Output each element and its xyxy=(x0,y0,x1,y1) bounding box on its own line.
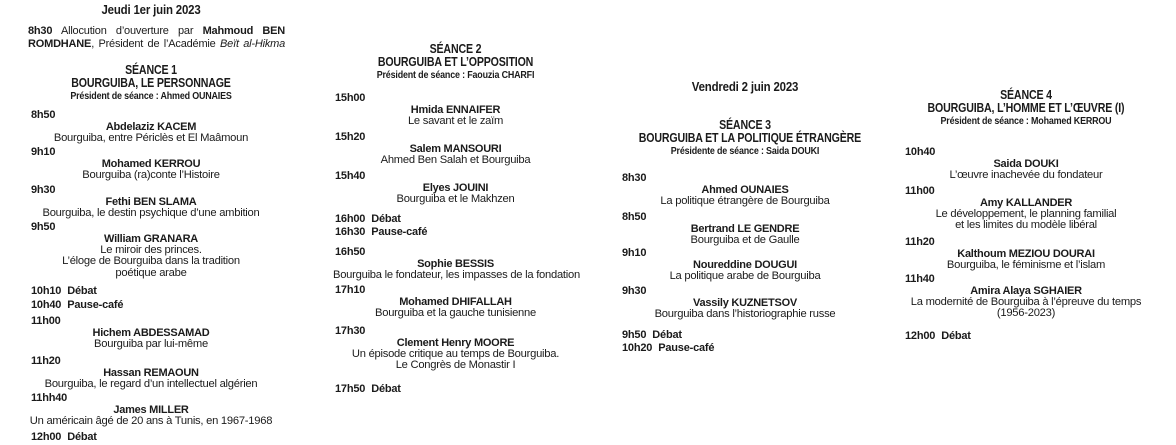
talk-item xyxy=(26,393,276,427)
break-time: 9h50 xyxy=(622,329,647,341)
opening-speaker: Mahmoud BEN ROMDHANE xyxy=(28,25,285,50)
talk-item xyxy=(900,147,1152,181)
session-header xyxy=(620,119,870,159)
talk-title-line: Un épisode critique au temps de Bourguiba. xyxy=(351,347,560,360)
break-item xyxy=(26,300,276,312)
session-header xyxy=(26,64,276,104)
talk-time: 9h50 xyxy=(31,221,56,233)
talk-item xyxy=(900,186,1152,232)
break-item xyxy=(333,214,578,226)
talk-time: 9h10 xyxy=(622,247,647,259)
break-time: 16h00 xyxy=(335,213,366,225)
talk-title-line: Bourguiba et de Gaulle xyxy=(690,233,800,246)
talk-title-line: Bourguiba et le Makhzen xyxy=(396,192,515,205)
session-header xyxy=(900,89,1152,129)
talk-time: 11h00 xyxy=(905,185,935,197)
break-label: Pause-café xyxy=(67,299,124,311)
talk-item xyxy=(333,285,578,319)
talk-title-line: Bourguiba, entre Périclès et El Maâmoun xyxy=(53,131,249,144)
talk-title-line: La politique arabe de Bourguiba xyxy=(669,269,821,282)
talk-title-line: Bourguiba, le destin psychique d’une ambition xyxy=(42,206,260,219)
talk-speaker: Clement Henry MOORE xyxy=(396,336,515,349)
talk-item xyxy=(900,237,1152,271)
talk-title-line: Bourguiba dans l’historiographie russe xyxy=(654,307,836,320)
day-title: Jeudi 1er juin 2023 xyxy=(101,2,201,17)
opening-time: 8h30 xyxy=(28,25,53,37)
talk-title-line: L’éloge de Bourguiba dans la tradition xyxy=(62,255,240,267)
talk-item xyxy=(620,286,870,320)
program-column xyxy=(26,0,286,445)
talk-title-line: Un américain âgé de 20 ans à Tunis, en 1967-1968 xyxy=(29,414,273,427)
talk-time: 9h30 xyxy=(622,285,647,297)
opening-academy: Beït al-Hikma xyxy=(220,37,286,50)
session-title: BOURGUIBA ET L’OPPOSITION xyxy=(377,55,534,69)
opening-lead: Allocution d’ouverture par xyxy=(60,25,194,37)
talk-time: 17h30 xyxy=(335,325,366,337)
talk-title-line: Bourguiba, le féminisme et l’islam xyxy=(946,258,1106,271)
program-column xyxy=(333,0,578,445)
talk-speaker: Hassan REMAOUN xyxy=(103,366,199,379)
talk-speaker: Salem MANSOURI xyxy=(409,142,502,155)
session-number: SÉANCE 4 xyxy=(1000,88,1052,102)
talk-title-line: La modernité de Bourguiba à l’épreuve du temps xyxy=(910,295,1142,308)
break-time: 12h00 xyxy=(905,330,936,342)
talk-title-line: (1956-2023) xyxy=(996,307,1056,319)
talk-time: 15h00 xyxy=(335,92,366,104)
session-number: SÉANCE 1 xyxy=(125,63,177,77)
break-item xyxy=(26,286,276,298)
talk-speaker: Mohamed KERROU xyxy=(101,157,201,170)
session-number: SÉANCE 2 xyxy=(429,42,482,56)
talk-speaker: Abdelaziz KACEM xyxy=(105,120,197,133)
opening-role: , Président de l’Académie xyxy=(91,37,216,50)
talk-time: 17h10 xyxy=(335,284,366,296)
talk-time: 8h50 xyxy=(622,211,647,223)
break-item xyxy=(333,384,578,396)
talk-title-line: Bourguiba, le regard d’un intellectuel algérien xyxy=(44,377,258,390)
talk-title-line: Le Congrès de Monastir I xyxy=(395,359,516,371)
break-item xyxy=(620,330,870,342)
talk-title-line: Bourguiba (ra)conte l’Histoire xyxy=(82,168,220,181)
talk-item xyxy=(900,274,1152,320)
talk-title-line: Le développement, le planning familial xyxy=(935,207,1117,220)
talk-speaker: Elyes JOUINI xyxy=(422,181,489,194)
talk-speaker: Noureddine DOUGUI xyxy=(693,258,797,271)
talk-speaker: William GRANARA xyxy=(104,232,198,245)
talk-speaker: Hichem ABDESSAMAD xyxy=(92,326,210,339)
break-time: 16h30 xyxy=(335,226,366,238)
talk-item xyxy=(26,222,276,279)
session-chair: Président de séance : Ahmed OUNAIES xyxy=(70,90,232,102)
talk-title-line: La politique étrangère de Bourguiba xyxy=(660,194,830,207)
talk-item xyxy=(620,173,870,207)
talk-time: 11hh40 xyxy=(31,392,68,404)
break-label: Pause-café xyxy=(371,226,428,238)
talk-speaker: Ahmed OUNAIES xyxy=(701,183,789,196)
talk-title-line: Bourguiba par lui-même xyxy=(94,337,208,350)
session-chair: Présidente de séance : Saida DOUKI xyxy=(670,145,820,157)
break-time: 10h20 xyxy=(622,342,653,354)
break-item xyxy=(620,343,870,355)
talk-time: 9h30 xyxy=(31,184,56,196)
session-chair: Président de séance : Faouzia CHARFI xyxy=(376,69,535,81)
break-item xyxy=(900,331,1152,343)
talk-speaker: Amira Alaya SGHAIER xyxy=(970,284,1082,297)
talk-speaker: James MILLER xyxy=(113,403,189,416)
talk-item xyxy=(620,212,870,246)
break-label: Débat xyxy=(371,213,401,225)
talk-item xyxy=(333,247,578,281)
talk-time: 11h40 xyxy=(905,273,935,285)
talk-item xyxy=(333,326,578,372)
session-title: BOURGUIBA, LE PERSONNAGE xyxy=(71,76,231,90)
talk-time: 9h10 xyxy=(31,146,56,158)
break-item xyxy=(26,432,276,444)
talk-item xyxy=(26,316,276,350)
talk-title-line: et les limites du modèle libéral xyxy=(955,219,1097,231)
talk-item xyxy=(333,171,578,205)
talk-speaker: Vassily KUZNETSOV xyxy=(693,296,797,309)
talk-item xyxy=(26,185,276,219)
talk-speaker: Mohamed DHIFALLAH xyxy=(399,295,512,308)
talk-title-line: Le miroir des princes. xyxy=(100,243,202,256)
break-label: Débat xyxy=(941,330,971,342)
talk-time: 11h20 xyxy=(905,236,935,248)
break-time: 17h50 xyxy=(335,383,366,395)
break-label: Débat xyxy=(652,329,682,341)
session-title: BOURGUIBA, L’HOMME ET L’ŒUVRE (I) xyxy=(927,101,1125,115)
program-column xyxy=(620,0,870,445)
break-label: Pause-café xyxy=(658,342,715,354)
break-time: 12h00 xyxy=(31,431,62,443)
talk-speaker: Hmida ENNAIFER xyxy=(410,103,501,116)
talk-item xyxy=(333,132,578,166)
break-time: 10h10 xyxy=(31,285,62,297)
session-number: SÉANCE 3 xyxy=(719,118,771,132)
break-label: Débat xyxy=(67,431,97,443)
talk-speaker: Bertrand LE GENDRE xyxy=(690,222,800,235)
talk-time: 8h50 xyxy=(31,109,56,121)
talk-item xyxy=(620,248,870,282)
break-label: Débat xyxy=(67,285,97,297)
talk-time: 11h20 xyxy=(31,355,61,367)
talk-time: 15h40 xyxy=(335,170,366,182)
break-label: Débat xyxy=(371,383,401,395)
talk-item xyxy=(26,110,276,144)
talk-time: 16h50 xyxy=(335,246,366,258)
talk-title-line: Bourguiba le fondateur, les impasses de la fondation xyxy=(333,268,580,281)
program-column xyxy=(900,0,1152,445)
talk-speaker: Fethi BEN SLAMA xyxy=(105,195,197,208)
talk-title-line: Bourguiba et la gauche tunisienne xyxy=(375,306,536,319)
talk-item xyxy=(26,356,276,390)
talk-title-line: L’œuvre inachevée du fondateur xyxy=(949,168,1103,181)
talk-item xyxy=(26,147,276,181)
session-header xyxy=(333,43,578,83)
talk-time: 10h40 xyxy=(905,146,936,158)
talk-title-line: Ahmed Ben Salah et Bourguiba xyxy=(380,153,531,166)
day-title: Vendredi 2 juin 2023 xyxy=(691,79,799,94)
talk-title-line: Le savant et le zaïm xyxy=(407,114,504,127)
talk-time: 8h30 xyxy=(622,172,647,184)
talk-item xyxy=(333,93,578,127)
opening-note xyxy=(28,25,285,50)
talk-time: 11h00 xyxy=(31,315,61,327)
talk-speaker: Kalthoum MEZIOU DOURAI xyxy=(957,247,1095,260)
break-item xyxy=(333,227,578,239)
session-title: BOURGUIBA ET LA POLITIQUE ÉTRANGÈRE xyxy=(638,131,862,145)
talk-title-line: poétique arabe xyxy=(115,266,187,279)
talk-speaker: Amy KALLANDER xyxy=(979,196,1073,209)
session-chair: Président de séance : Mohamed KERROU xyxy=(940,115,1112,127)
talk-time: 15h20 xyxy=(335,131,366,143)
talk-speaker: Saida DOUKI xyxy=(993,157,1059,170)
talk-speaker: Sophie BESSIS xyxy=(417,257,494,270)
break-time: 10h40 xyxy=(31,299,62,311)
